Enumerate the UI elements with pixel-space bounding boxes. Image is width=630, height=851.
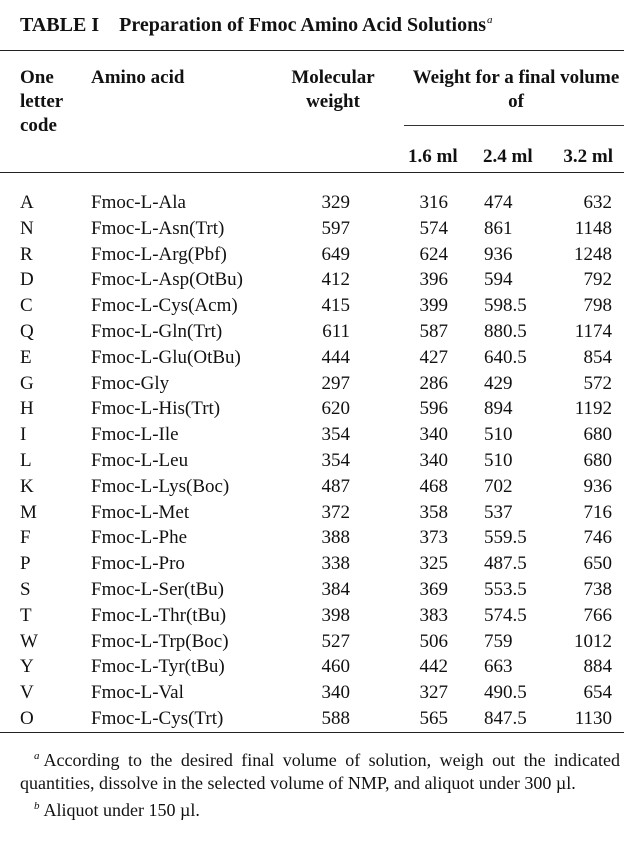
cell-molecular-weight: 649 bbox=[321, 243, 350, 265]
cell-molecular-weight: 460 bbox=[321, 656, 350, 678]
cell-amino-acid: Fmoc-L-Phe bbox=[91, 527, 188, 549]
cell-weight-2-4ml: 574.5 bbox=[484, 604, 527, 626]
cell-molecular-weight: 415 bbox=[321, 295, 350, 317]
cell-weight-2-4ml: 594 bbox=[484, 269, 513, 291]
cell-amino-acid: Fmoc-L-Ser(tBu) bbox=[91, 578, 224, 600]
cell-weight-2-4ml: 510 bbox=[484, 424, 513, 446]
footnote-a-mark: a bbox=[34, 750, 40, 762]
cell-weight-3-2ml: 746 bbox=[583, 527, 612, 549]
header-volume-1: 1.6 ml bbox=[408, 146, 458, 167]
cell-code: M bbox=[20, 501, 37, 523]
cell-weight-1-6ml: 369 bbox=[419, 578, 448, 600]
table-row bbox=[0, 680, 630, 706]
header-molecular-weight: Molecular weight bbox=[291, 67, 375, 112]
cell-weight-3-2ml: 854 bbox=[583, 346, 612, 368]
cell-weight-3-2ml: 1174 bbox=[574, 320, 612, 342]
cell-molecular-weight: 340 bbox=[321, 682, 350, 704]
cell-weight-2-4ml: 640.5 bbox=[484, 346, 527, 368]
table-row bbox=[0, 474, 630, 500]
cell-molecular-weight: 398 bbox=[321, 604, 350, 626]
cell-molecular-weight: 354 bbox=[321, 424, 350, 446]
cell-code: O bbox=[20, 707, 34, 729]
table-row bbox=[0, 500, 630, 526]
cell-weight-2-4ml: 490.5 bbox=[484, 682, 527, 704]
cell-amino-acid: Fmoc-L-Tyr(tBu) bbox=[91, 656, 225, 678]
cell-weight-1-6ml: 442 bbox=[419, 656, 448, 678]
header-amino-acid: Amino acid bbox=[91, 67, 185, 88]
table-row bbox=[0, 422, 630, 448]
cell-amino-acid: Fmoc-L-Thr(tBu) bbox=[91, 604, 227, 626]
header-one-letter-code: One letter code bbox=[20, 67, 63, 136]
cell-molecular-weight: 384 bbox=[321, 578, 350, 600]
cell-amino-acid: Fmoc-L-Glu(OtBu) bbox=[91, 346, 241, 368]
cell-weight-2-4ml: 559.5 bbox=[484, 527, 527, 549]
cell-weight-2-4ml: 936 bbox=[484, 243, 513, 265]
cell-molecular-weight: 487 bbox=[321, 475, 350, 497]
cell-molecular-weight: 338 bbox=[321, 553, 350, 575]
cell-molecular-weight: 412 bbox=[321, 269, 350, 291]
cell-weight-1-6ml: 383 bbox=[419, 604, 448, 626]
table-title-text: Preparation of Fmoc Amino Acid Solutions bbox=[119, 14, 486, 36]
cell-amino-acid: Fmoc-L-Lys(Boc) bbox=[91, 475, 230, 497]
cell-amino-acid: Fmoc-L-Trp(Boc) bbox=[91, 630, 229, 652]
cell-code: G bbox=[20, 372, 34, 394]
table-row bbox=[0, 216, 630, 242]
cell-weight-3-2ml: 572 bbox=[583, 372, 612, 394]
cell-molecular-weight: 329 bbox=[321, 192, 350, 213]
cell-code: A bbox=[20, 192, 34, 213]
table-row bbox=[0, 190, 630, 216]
cell-code: I bbox=[20, 424, 27, 446]
table-row bbox=[0, 551, 630, 577]
cell-weight-2-4ml: 598.5 bbox=[484, 295, 527, 317]
header-rule bbox=[0, 172, 624, 173]
cell-code: Y bbox=[20, 656, 34, 678]
table-row bbox=[0, 706, 630, 732]
cell-code: K bbox=[20, 475, 34, 497]
table-label: TABLE I bbox=[20, 14, 100, 36]
cell-weight-1-6ml: 468 bbox=[419, 475, 448, 497]
header-weight-final-volume: Weight for a final volume of bbox=[412, 67, 620, 112]
cell-molecular-weight: 354 bbox=[321, 449, 350, 471]
cell-code: S bbox=[20, 578, 31, 600]
footnote-b-text: Aliquot under 150 µl. bbox=[43, 800, 200, 820]
cell-weight-1-6ml: 316 bbox=[419, 192, 448, 213]
cell-molecular-weight: 588 bbox=[321, 707, 350, 729]
cell-amino-acid: Fmoc-L-Ala bbox=[91, 192, 186, 213]
cell-code: E bbox=[20, 346, 32, 368]
cell-weight-3-2ml: 632 bbox=[583, 192, 612, 213]
cell-weight-1-6ml: 286 bbox=[419, 372, 448, 394]
cell-weight-1-6ml: 506 bbox=[419, 630, 448, 652]
cell-amino-acid: Fmoc-L-Leu bbox=[91, 449, 189, 471]
footnote-a bbox=[20, 745, 620, 795]
cell-molecular-weight: 620 bbox=[321, 398, 350, 420]
subheader-rule bbox=[404, 125, 624, 126]
cell-molecular-weight: 527 bbox=[321, 630, 350, 652]
table-row bbox=[0, 525, 630, 551]
cell-weight-3-2ml: 1130 bbox=[574, 707, 612, 729]
table-row bbox=[0, 448, 630, 474]
cell-molecular-weight: 611 bbox=[322, 320, 350, 342]
cell-weight-2-4ml: 880.5 bbox=[484, 320, 527, 342]
cell-weight-1-6ml: 427 bbox=[419, 346, 448, 368]
title-footnote-mark: a bbox=[486, 14, 493, 27]
cell-weight-3-2ml: 936 bbox=[583, 475, 612, 497]
cell-code: P bbox=[20, 553, 31, 575]
cell-code: D bbox=[20, 269, 34, 291]
cell-amino-acid: Fmoc-L-Pro bbox=[91, 553, 185, 575]
footnote-a-text: According to the desired final volume of solution, weigh out the indicated quantities, dissolve in the selected volume of NMP, and aliquot under 300 µl. bbox=[20, 750, 620, 793]
cell-weight-2-4ml: 537 bbox=[484, 501, 513, 523]
cell-weight-3-2ml: 680 bbox=[583, 424, 612, 446]
cell-weight-3-2ml: 884 bbox=[583, 656, 612, 678]
cell-weight-2-4ml: 487.5 bbox=[484, 553, 527, 575]
cell-amino-acid: Fmoc-L-Met bbox=[91, 501, 190, 523]
cell-molecular-weight: 388 bbox=[321, 527, 350, 549]
cell-weight-2-4ml: 702 bbox=[484, 475, 513, 497]
cell-code: L bbox=[20, 449, 32, 471]
cell-weight-3-2ml: 654 bbox=[583, 682, 612, 704]
cell-amino-acid: Fmoc-L-Cys(Acm) bbox=[91, 295, 238, 317]
cell-weight-1-6ml: 327 bbox=[419, 682, 448, 704]
cell-weight-1-6ml: 373 bbox=[419, 527, 448, 549]
cell-amino-acid: Fmoc-L-Val bbox=[91, 682, 184, 704]
cell-weight-3-2ml: 716 bbox=[583, 501, 612, 523]
cell-weight-1-6ml: 596 bbox=[419, 398, 448, 420]
cell-weight-3-2ml: 680 bbox=[583, 449, 612, 471]
footnotes bbox=[20, 745, 620, 822]
table-row bbox=[0, 603, 630, 629]
cell-amino-acid: Fmoc-L-Arg(Pbf) bbox=[91, 243, 227, 265]
table-body bbox=[0, 190, 630, 732]
cell-amino-acid: Fmoc-L-Ile bbox=[91, 424, 179, 446]
table-row bbox=[0, 293, 630, 319]
cell-weight-3-2ml: 792 bbox=[583, 269, 612, 291]
cell-code: N bbox=[20, 217, 34, 239]
cell-weight-2-4ml: 663 bbox=[484, 656, 513, 678]
cell-weight-2-4ml: 847.5 bbox=[484, 707, 527, 729]
cell-weight-3-2ml: 798 bbox=[583, 295, 612, 317]
cell-weight-1-6ml: 340 bbox=[419, 449, 448, 471]
cell-weight-2-4ml: 474 bbox=[484, 192, 513, 213]
table-row bbox=[0, 267, 630, 293]
cell-molecular-weight: 297 bbox=[321, 372, 350, 394]
cell-code: Q bbox=[20, 320, 34, 342]
bottom-rule bbox=[0, 732, 624, 733]
footnote-b bbox=[20, 795, 620, 822]
cell-amino-acid: Fmoc-Gly bbox=[91, 372, 170, 394]
cell-molecular-weight: 372 bbox=[321, 501, 350, 523]
table-row bbox=[0, 654, 630, 680]
cell-weight-3-2ml: 1248 bbox=[574, 243, 612, 265]
table-row bbox=[0, 629, 630, 655]
table-row bbox=[0, 577, 630, 603]
table-row bbox=[0, 242, 630, 268]
cell-code: V bbox=[20, 682, 34, 704]
cell-weight-2-4ml: 510 bbox=[484, 449, 513, 471]
cell-amino-acid: Fmoc-L-Asp(OtBu) bbox=[91, 269, 243, 291]
header-volume-3: 3.2 ml bbox=[563, 146, 613, 167]
table-row bbox=[0, 319, 630, 345]
cell-weight-1-6ml: 396 bbox=[419, 269, 448, 291]
cell-weight-3-2ml: 1148 bbox=[574, 217, 612, 239]
top-rule bbox=[0, 50, 624, 51]
cell-code: R bbox=[20, 243, 33, 265]
cell-weight-2-4ml: 861 bbox=[484, 217, 513, 239]
cell-weight-3-2ml: 1012 bbox=[574, 630, 612, 652]
cell-amino-acid: Fmoc-L-His(Trt) bbox=[91, 398, 221, 420]
cell-code: H bbox=[20, 398, 34, 420]
cell-weight-3-2ml: 1192 bbox=[574, 398, 612, 420]
cell-amino-acid: Fmoc-L-Asn(Trt) bbox=[91, 217, 225, 239]
cell-weight-1-6ml: 624 bbox=[419, 243, 448, 265]
cell-molecular-weight: 444 bbox=[321, 346, 350, 368]
cell-weight-1-6ml: 358 bbox=[419, 501, 448, 523]
cell-molecular-weight: 597 bbox=[321, 217, 350, 239]
cell-weight-1-6ml: 325 bbox=[419, 553, 448, 575]
cell-weight-3-2ml: 766 bbox=[583, 604, 612, 626]
cell-weight-2-4ml: 429 bbox=[484, 372, 513, 394]
table-row bbox=[0, 345, 630, 371]
header-volume-2: 2.4 ml bbox=[483, 146, 533, 167]
cell-code: F bbox=[20, 527, 31, 549]
cell-weight-2-4ml: 759 bbox=[484, 630, 513, 652]
cell-weight-2-4ml: 894 bbox=[484, 398, 513, 420]
cell-weight-1-6ml: 340 bbox=[419, 424, 448, 446]
cell-weight-3-2ml: 738 bbox=[583, 578, 612, 600]
cell-weight-1-6ml: 565 bbox=[419, 707, 448, 729]
table-row bbox=[0, 396, 630, 422]
table-row bbox=[0, 371, 630, 397]
cell-weight-1-6ml: 399 bbox=[419, 295, 448, 317]
cell-weight-2-4ml: 553.5 bbox=[484, 578, 527, 600]
cell-code: C bbox=[20, 295, 33, 317]
cell-weight-1-6ml: 587 bbox=[419, 320, 448, 342]
table-title bbox=[20, 14, 620, 37]
cell-code: T bbox=[20, 604, 32, 626]
cell-code: W bbox=[20, 630, 38, 652]
cell-weight-3-2ml: 650 bbox=[583, 553, 612, 575]
footnote-b-mark: b bbox=[34, 800, 40, 812]
cell-amino-acid: Fmoc-L-Gln(Trt) bbox=[91, 320, 223, 342]
cell-weight-1-6ml: 574 bbox=[419, 217, 448, 239]
cell-amino-acid: Fmoc-L-Cys(Trt) bbox=[91, 707, 224, 729]
